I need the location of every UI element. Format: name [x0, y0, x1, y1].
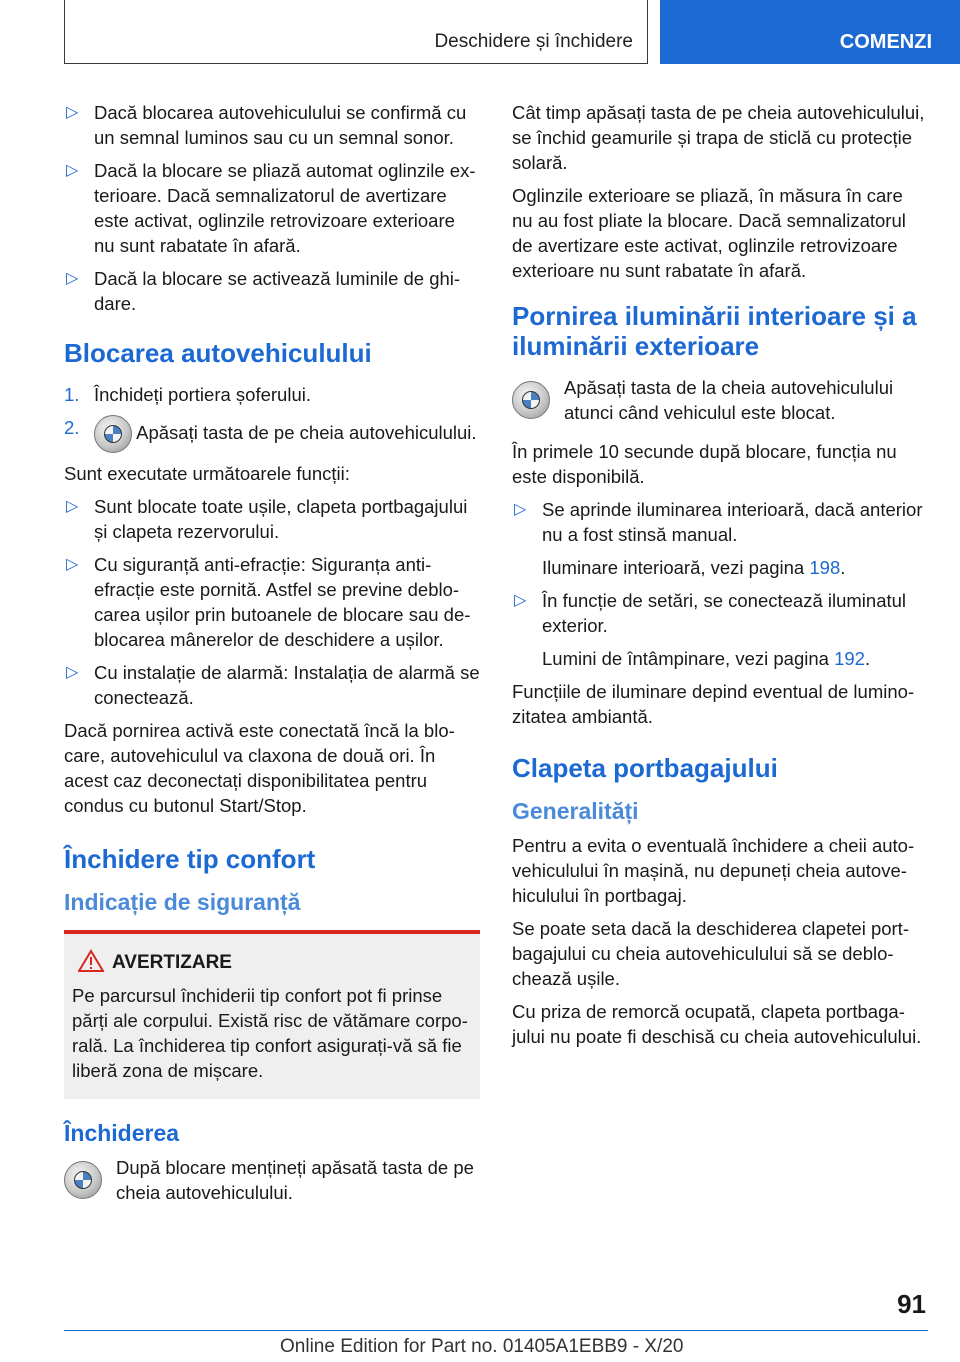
warning-text: Pe parcursul închiderii tip confort pot fi prinse părți ale corpului. Există risc de vătămare corporală. La închiderea tip confort asigurați-vă să fie liberă zona de mișcare. [72, 985, 468, 1081]
bullet-icon: ▷ [66, 270, 79, 287]
heading-general: Generalități [512, 798, 639, 824]
cross-reference: Lumini de întâmpinare, vezi pagina 192. [542, 648, 871, 669]
list-item: ▷ În funcție de setări, se conectează iluminatul exterior. [514, 590, 907, 636]
bullet-icon: ▷ [66, 498, 79, 515]
paragraph: Pentru a evita o eventuală închidere a cheii autovehiculului în mașină, nu depuneți cheia autovehiculului în portbagaj. [512, 835, 915, 906]
paragraph: Se poate seta dacă la deschiderea clapetei portbagajului cu cheia autovehiculului să se deblochează ușile. [512, 918, 909, 989]
list-item: ▷ Dacă la blocare se activează luminile de ghidare. [66, 268, 461, 314]
page-number: 91 [897, 1289, 926, 1319]
step-2: 2. Apăsați tasta de pe cheia autovehiculului. [64, 415, 480, 453]
bmw-key-icon [64, 1161, 102, 1199]
list-item: ▷ Dacă blocarea autovehiculului se confirmă cu un semnal luminos sau cu un semnal sonor. [66, 102, 467, 148]
right-column [512, 100, 928, 1057]
bmw-key-icon [512, 381, 550, 419]
alarm-note: Dacă pornirea activă este conectată încă la blocare, autovehiculul va claxona de două ori. În acest caz deconectați disponibilitatea pentru condus cu butonul Start/Stop. [64, 720, 455, 816]
heading-tailgate: Clapeta portbagajului [512, 753, 778, 783]
bullet-icon: ▷ [66, 664, 79, 681]
heading-safety: Indicație de siguranță [64, 889, 301, 915]
paragraph: Cât timp apăsați tasta de pe cheia autovehiculului, se închid geamurile și trapa de sticlă cu protecție solară. [512, 102, 925, 173]
bullet-icon: ▷ [66, 104, 79, 121]
heading-closing: Închiderea [64, 1120, 180, 1146]
bullet-icon: ▷ [66, 162, 79, 179]
warning-title: AVERTIZARE [112, 950, 472, 975]
footer-edition: Online Edition for Part no. 01405A1EBB9 - X/20 [280, 1336, 684, 1357]
bullet-icon: ▷ [514, 501, 527, 518]
paragraph: Funcțiile de iluminare depind eventual de luminozitatea ambiantă. [512, 681, 915, 727]
list-item: ▷ Cu siguranță anti-efracție: Siguranța anti-efracție este pornită. Astfel se previne deblocarea ușilor prin butoanele de blocare sau deblocarea mânerelor de deschidere a ușilor. [66, 554, 471, 650]
list-item: ▷ Se aprinde iluminarea interioară, dacă anterior nu a fost stinsă manual. [514, 499, 923, 545]
list-item: ▷ Cu instalație de alarmă: Instalația de alarmă se conectează. [66, 662, 480, 708]
cross-reference: Iluminare interioară, vezi pagina 198. [542, 557, 846, 578]
functions-intro: Sunt executate următoarele funcții: [64, 463, 350, 484]
page-link-192[interactable]: 192 [834, 648, 865, 669]
heading-comfort-closing: Închidere tip confort [64, 844, 316, 874]
heading-lighting: Pornirea iluminării interioare și a iluminării exterioare [512, 301, 917, 361]
page-link-198[interactable]: 198 [809, 557, 841, 578]
bullet-icon: ▷ [66, 556, 79, 573]
step-1: 1. Închideți portiera șoferului. [64, 384, 311, 405]
list-item: ▷ Dacă la blocare se pliază automat oglinzile exterioare. Dacă semnalizatorul de avertizare este activat, oglinzile retrovizoare exterioare nu sunt rabatate în afară. [66, 160, 476, 256]
warning-triangle-icon [78, 949, 104, 973]
page-header [64, 0, 960, 66]
list-item: ▷ Sunt blocate toate ușile, clapeta portbagajului și clapeta rezervorului. [66, 496, 468, 542]
paragraph: Cu priza de remorcă ocupată, clapeta portbagajului nu poate fi deschisă cu cheia autovehiculului. [512, 1001, 922, 1047]
left-column [64, 100, 480, 1219]
warning-box [64, 930, 480, 1099]
bullet-icon: ▷ [514, 592, 527, 609]
closing-instruction: După blocare mențineți apăsată tasta de pe cheia autovehiculului. [64, 1155, 480, 1205]
chapter-tab[interactable]: COMENZI [660, 0, 960, 64]
lighting-instruction: Apăsați tasta de la cheia autovehiculului atunci când vehiculul este blocat. [512, 375, 928, 425]
footer-divider [64, 1330, 928, 1331]
section-title: Deschidere și închidere [64, 0, 648, 64]
bmw-key-icon [94, 415, 132, 453]
heading-locking: Blocarea autovehiculului [64, 338, 372, 368]
paragraph: Oglinzile exterioare se pliază, în măsura în care nu au fost pliate la blocare. Dacă semnalizatorul de avertizare este activat, oglinzile retrovizoare exterioare nu sunt rabatate în afară. [512, 185, 906, 281]
paragraph: În primele 10 secunde după blocare, funcția nu este disponibilă. [512, 441, 897, 487]
